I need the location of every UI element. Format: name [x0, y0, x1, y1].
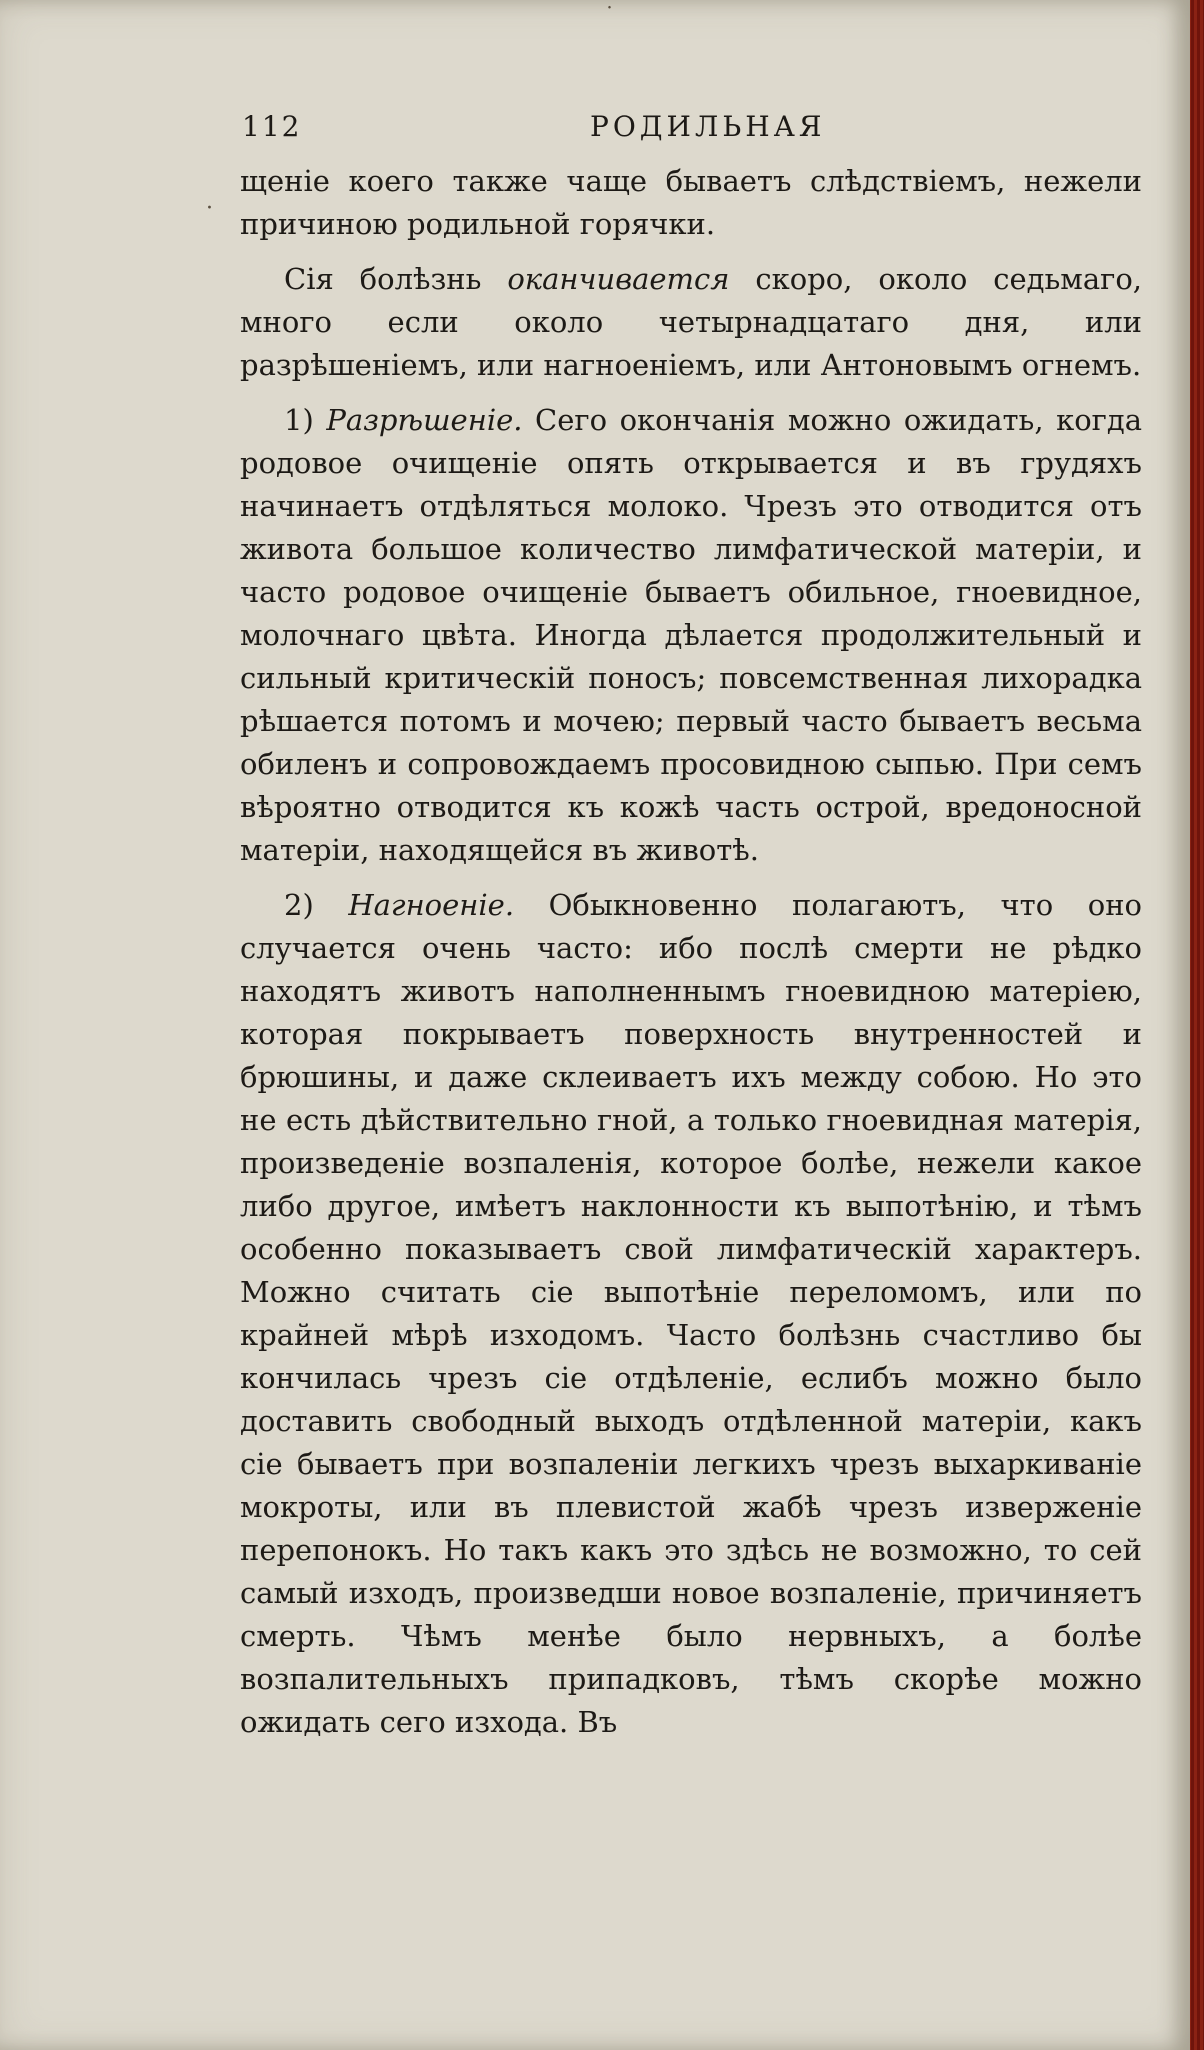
- page-speck: ˙: [604, 4, 615, 29]
- paragraph-suppuration: [240, 884, 1142, 1744]
- paragraph-number: 1): [284, 403, 327, 437]
- paragraph-text: Обыкновенно полагаютъ, что оно случается очень часто: ибо послѣ смерти не рѣдко находятъ животъ наполненнымъ гноевидною матеріею, которая покрываетъ поверхность внутренностей и брюшины, и даже склеиваетъ ихъ между собою. Но это не есть дѣйствительно гной, а только гноевидная матерія, произведеніе возпаленія, которое болѣе, нежели какое либо другое, имѣетъ наклонности къ выпотѣнію, и тѣмъ особенно показываетъ свой лимфатическій характеръ. Можно считать сіе выпотѣніе переломомъ, или по крайней мѣрѣ изходомъ. Часто болѣзнь счастливо бы кончилась чрезъ сіе отдѣленіе, еслибъ можно было доставить свободный выходъ отдѣленной матеріи, какъ сіе бываетъ при возпаленіи легкихъ чрезъ выхаркиваніе мокроты, или въ плевистой жабѣ чрезъ изверженіе перепонокъ. Но такъ какъ это здѣсь не возможно, то сей самый изходъ, произведши новое возпаленіе, причиняетъ смерть. Чѣмъ менѣе было нервныхъ, а болѣе возпалительныхъ припадковъ, тѣмъ скорѣе можно ожидать сего изхода. Въ: [240, 888, 1142, 1739]
- text-block: [240, 110, 1142, 1744]
- running-head: [240, 110, 1142, 160]
- emphasized-term: оканчивается: [507, 262, 730, 296]
- page-number: 112: [242, 110, 302, 143]
- paragraph-continuation: [240, 160, 1142, 246]
- emphasized-term: Нагноеніе.: [348, 888, 515, 922]
- paragraph-text: щеніе коего также чаще бываетъ слѣдствіемъ, нежели причиною родильной горячки.: [240, 164, 1142, 241]
- paragraph-text: Сія болѣзнь: [284, 262, 508, 296]
- paragraph-number: 2): [284, 888, 349, 922]
- paragraph-text: Сего окончанія можно ожидать, когда родовое очищеніе опять открывается и въ грудяхъ начинаетъ отдѣляться молоко. Чрезъ это отводится отъ живота большое количество лимфатической матеріи, и часто родовое очищеніе бываетъ обильное, гноевидное, молочнаго цвѣта. Иногда дѣлается продолжительный и сильный критическій поносъ; повсемственная лихорадка рѣшается потомъ и мочею; первый часто бываетъ весьма обиленъ и сопровождаемъ просовидною сыпью. При семъ вѣроятно отводится къ кожѣ часть острой, вредоносной матеріи, находящейся въ животѣ.: [240, 403, 1142, 867]
- emphasized-term: Разрѣшеніе.: [326, 403, 523, 437]
- running-title: РОДИЛЬНАЯ: [590, 110, 826, 143]
- paragraph-termination: [240, 258, 1142, 387]
- page-speck: ·: [206, 196, 213, 221]
- paragraph-text: скоро, около седьмаго, много если около четырнадцатаго дня, или разрѣшеніемъ, или нагноеніемъ, или Антоновымъ огнемъ.: [240, 262, 1142, 382]
- paragraph-resolution: [240, 399, 1142, 872]
